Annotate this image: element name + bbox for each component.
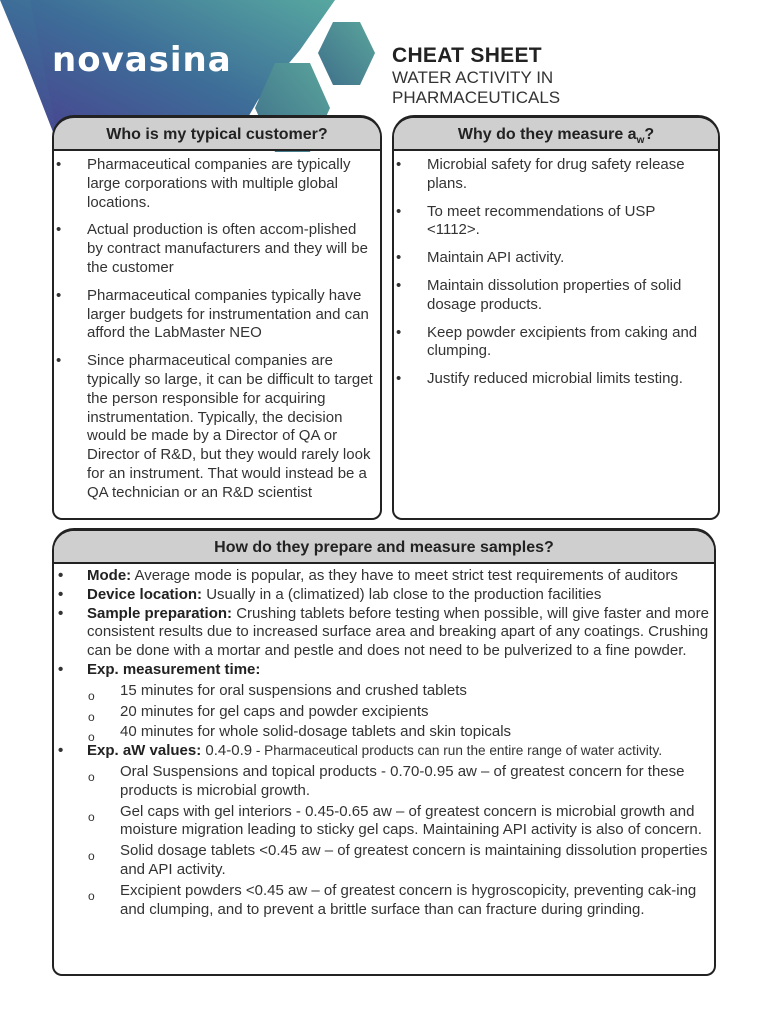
sub-item: o 40 minutes for whole solid-dosage tablets and skin topicals: [54, 723, 710, 742]
why-header: [394, 118, 718, 151]
list-item: • Keep powder excipients from caking and clumping.: [394, 324, 712, 362]
list-item: • Pharmaceutical companies typically have larger budgets for instrumentation and can afford the LabMaster NEO: [54, 287, 374, 343]
list-item: [54, 661, 710, 680]
customer-box: [52, 115, 382, 520]
text: Crushing tablets before testing when possible, will give faster and more consistent results due to increased surface area and breaking apart of any coatings. Crushing can be done with a mortar and pestle and does not need to be pulverized to a fine powder.: [87, 604, 709, 660]
label: Device location:: [87, 585, 203, 603]
list-item: [54, 586, 710, 605]
sub-item: o Solid dosage tablets <0.45 aw – of greatest concern is maintaining dissolution properties and API activity.: [54, 842, 710, 880]
why-box: [392, 115, 720, 520]
list-item: • Maintain dissolution properties of solid dosage products.: [394, 277, 712, 315]
list-item: • To meet recommendations of USP <1112>.: [394, 203, 712, 241]
why-header-q: ?: [644, 126, 655, 143]
list-item: [54, 742, 710, 761]
prepare-header: How do they prepare and measure samples?: [54, 531, 714, 564]
list-item: [54, 605, 710, 661]
title-sub-2: PHARMACEUTICALS: [392, 88, 561, 107]
list-item: • Microbial safety for drug safety release plans.: [394, 156, 712, 194]
sub-item: o 15 minutes for oral suspensions and crushed tablets: [54, 682, 710, 701]
list-item: [54, 567, 710, 586]
text: Usually in a (climatized) lab close to the production facilities: [202, 585, 602, 603]
label: Mode:: [87, 567, 132, 584]
customer-header: Who is my typical customer?: [54, 118, 380, 151]
label: Exp. aW values:: [87, 742, 202, 760]
list-item: • Actual production is often accom-plished by contract manufacturers and they will be the customer: [54, 221, 374, 277]
page-title: [392, 44, 560, 108]
brand-logo: novasina: [52, 40, 232, 80]
prepare-box: [52, 528, 716, 976]
list-item: • Pharmaceutical companies are typically large corporations with multiple global locations.: [54, 156, 374, 212]
label: Sample preparation:: [87, 604, 233, 622]
list-item: • Justify reduced microbial limits testing.: [394, 370, 712, 389]
sub-item: o Excipient powders <0.45 aw – of greatest concern is hygroscopicity, preventing cak-ing and clumping, and to prevent a brittle surface than can fracture during grinding.: [54, 882, 710, 920]
label: Exp. measurement time:: [87, 660, 261, 678]
sub-item: o Gel caps with gel interiors - 0.45-0.65 aw – of greatest concern is microbial growth and moisture migration leading to sticky gel caps. Maintaining API activity is also of concern.: [54, 803, 710, 841]
text: Average mode is popular, as they have to meet strict test requirements of auditors: [131, 567, 678, 584]
title-heading: CHEAT SHEET: [392, 44, 542, 67]
sub-item: o Oral Suspensions and topical products - 0.70-0.95 aw – of greatest concern for these products is microbial growth.: [54, 763, 710, 801]
title-sub-1: WATER ACTIVITY IN: [392, 68, 554, 87]
text: 0.4-0.9: [201, 742, 253, 760]
sub-item: o 20 minutes for gel caps and powder excipients: [54, 703, 710, 722]
text: - Pharmaceutical products can run the entire range of water activity.: [252, 743, 663, 759]
list-item: • Since pharmaceutical companies are typically so large, it can be difficult to target the person responsible for acquiring instrumentation. Typically, the decision would be made by a Director of QA or Director of R&D, but they would rarely look for an instrument. That would instead be a QA technician or an R&D scientist: [54, 352, 374, 502]
why-header-text: Why do they measure a: [457, 126, 637, 143]
why-header-sub: w: [636, 135, 645, 147]
list-item: • Maintain API activity.: [394, 249, 712, 268]
